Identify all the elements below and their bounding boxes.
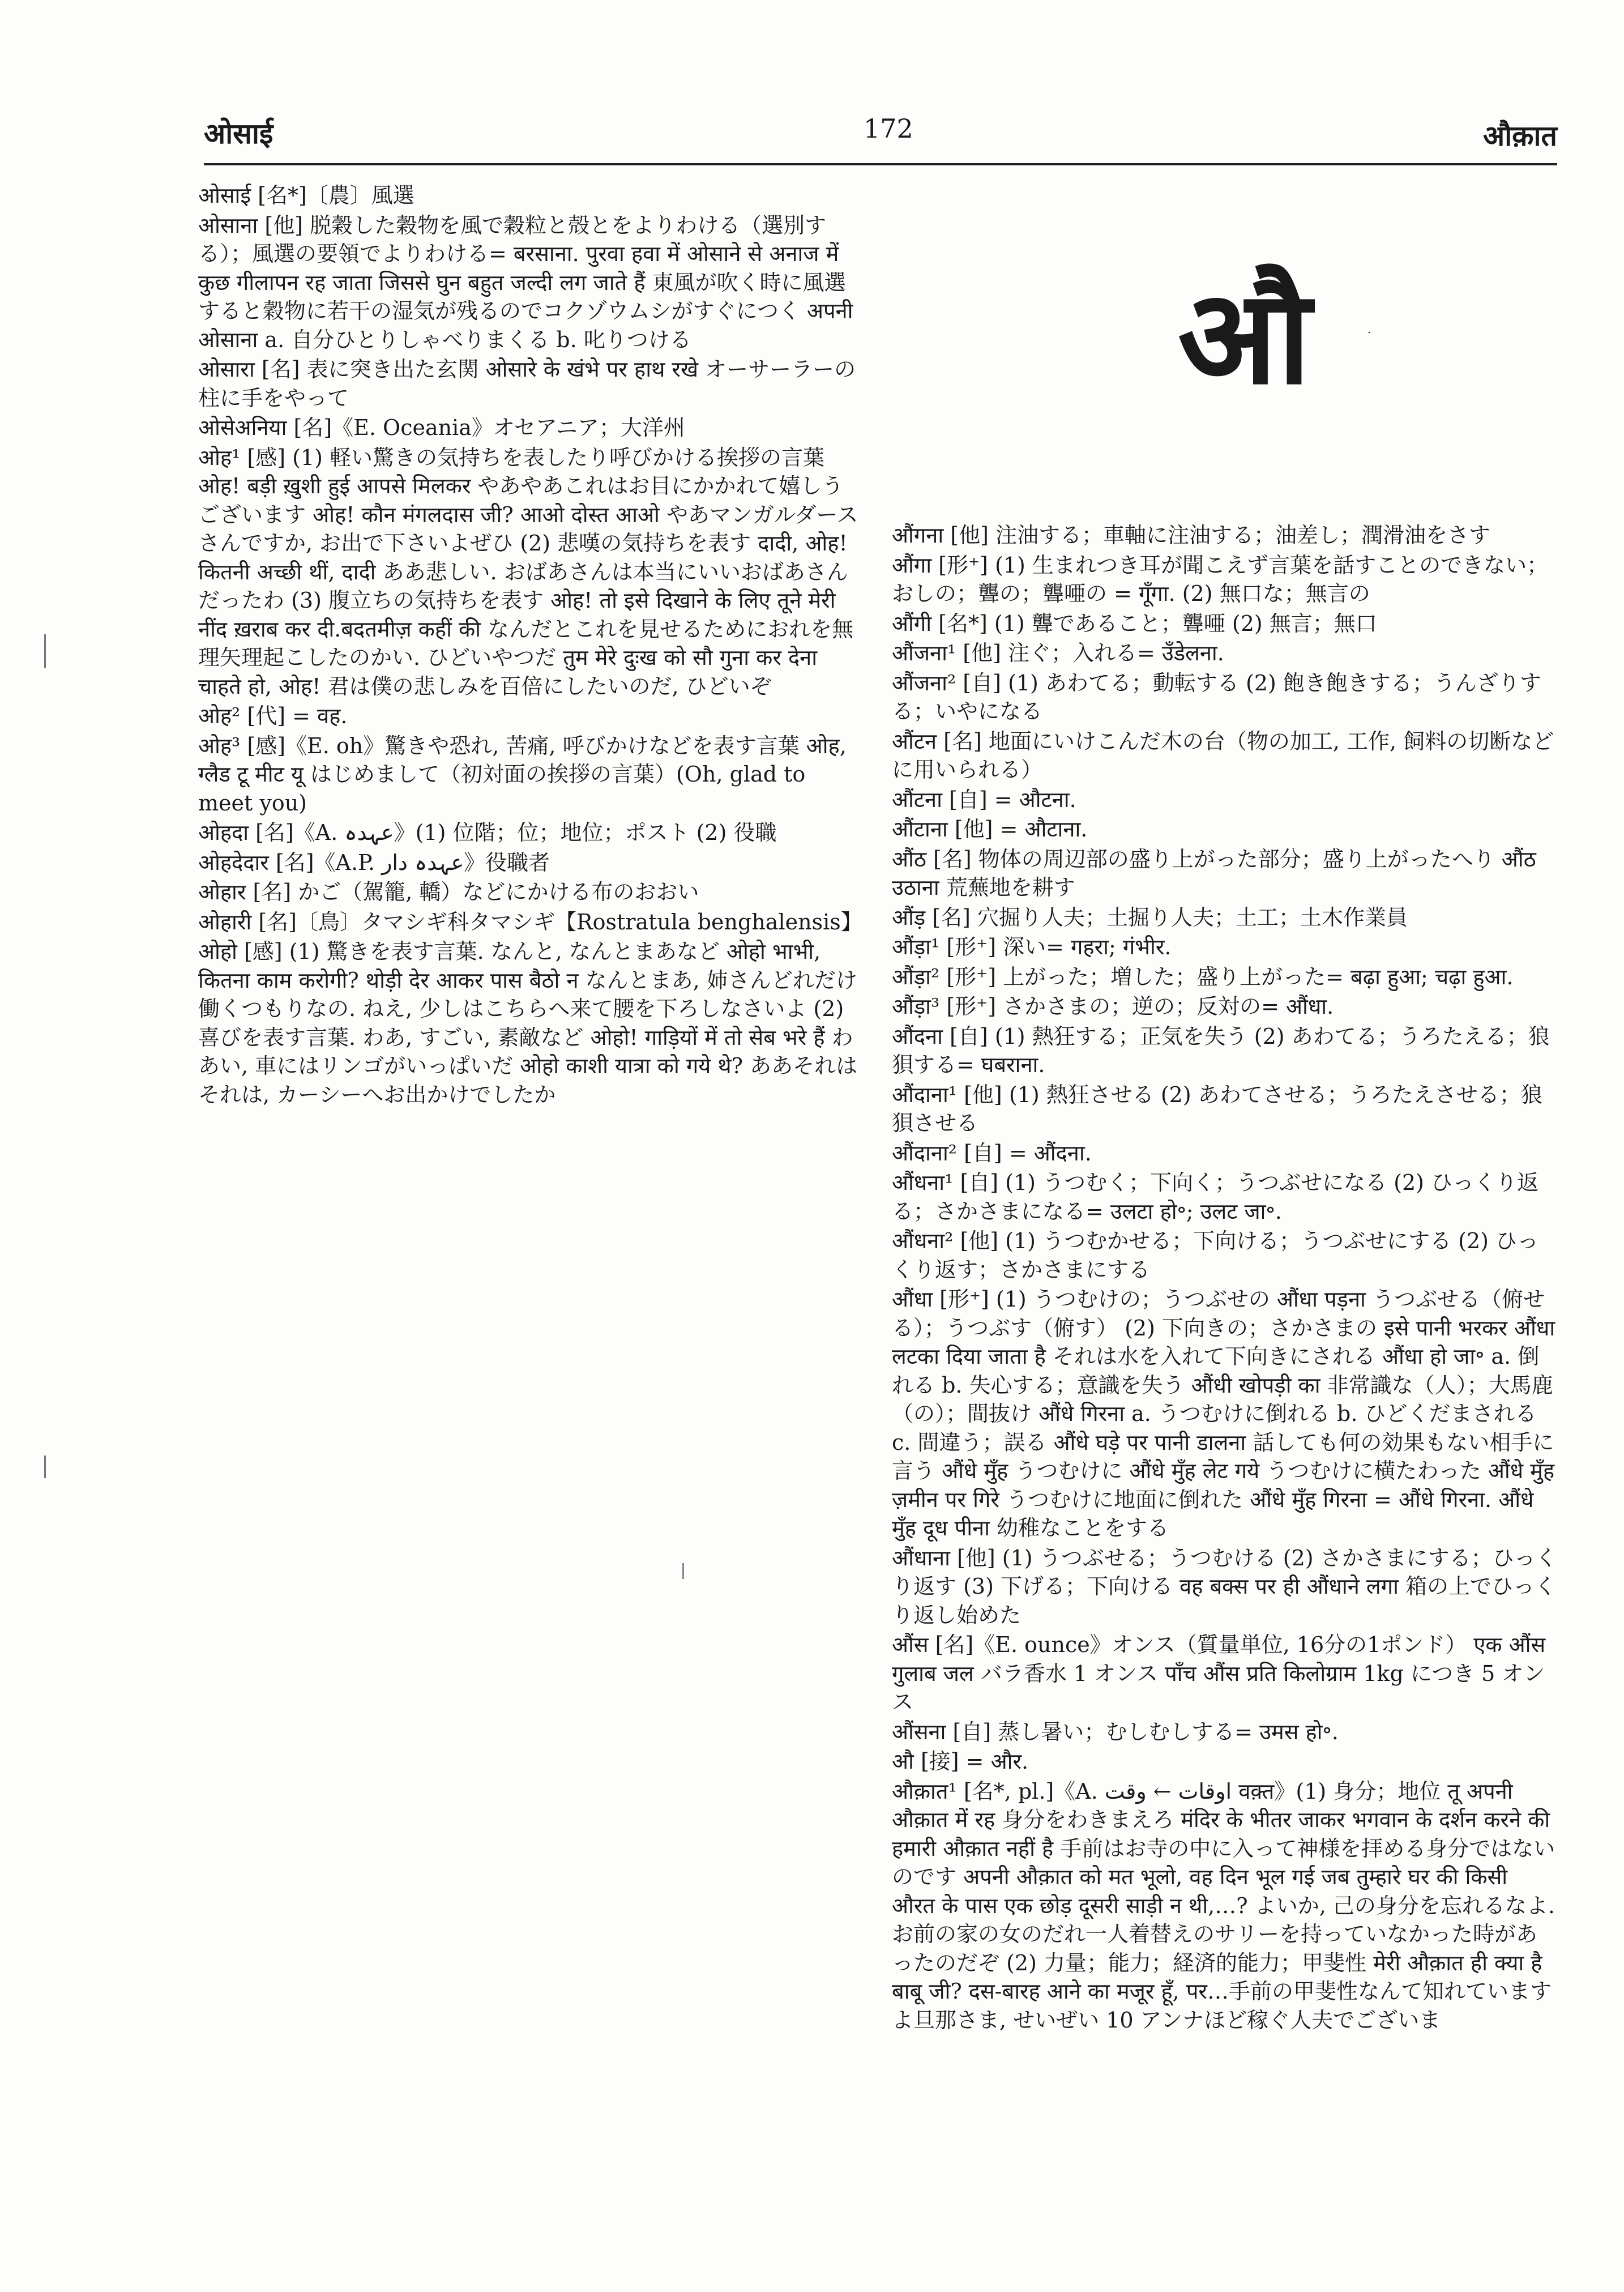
dictionary-entry: औंधाना [他] (1) うつぶせる；うつむける (2) さかさまにする；ひっくり返す (3) 下げる；下向ける वह बक्स पर ही औंधाने लगा 箱の上でひっくり返し始めた (892, 1545, 1557, 1628)
dictionary-entry: औंस [名]《E. ounce》オンス（質量単位, 16分の1ポンド） एक औंस गुलाब जल バラ香水 1 オンス पाँच औंस प्रति किलोग्राम 1kg につき 5 オンス (892, 1632, 1546, 1714)
dictionary-entry: औंधना¹ [自] (1) うつむく；下向く；うつぶせになる (2) ひっくり返る；さかさまになる= उलटा हो॰; उलट जा॰. (892, 1170, 1539, 1224)
dictionary-entry: औंगा [形⁺] (1) 生まれつき耳が聞こえず言葉を話すことのできない；おしの；聾の；聾唖の = गूँगा. (2) 無口な；無言の (892, 552, 1549, 606)
dictionary-entry: ओसेअनिया [名]《E. Oceania》オセアニア；大洋州 (198, 415, 685, 440)
dictionary-entry: औक़ात¹ [名*, pl.]《A. اوقات ← وقت वक़्त》(1) 身分；地位 तू अपनी औक़ात में रह 身分をわきまえろ मंदिर के भीतर जाकर भगवान के दर्शन करने की हमारी औक़ात नहीं है 手前はお寺の中に入って神様を拝める身分ではないのです अपनी औक़ात को मत भूलो, वह दिन भूल गई जब तुम्हारे घर की किसी औरत के पास एक छोड़ दूसरी साड़ी न थी,…? よいか, 己の身分を忘れるなよ. お前の家の女のだれ一人着替えのサリーを持っていなかった時があったのだぞ (2) 力量；能力；経済的能力；甲斐性 मेरी औक़ात ही क्या है बाबू जी? दस-बारह आने का मजूर हूँ, पर…手前の甲斐性なんて知れていますよ旦那さま, せいぜい 10 アンナほど稼ぐ人夫でございま (892, 1778, 1555, 2033)
dictionary-entry: औंदाना¹ [他] (1) 熱狂させる (2) あわてさせる；うろたえさせる；狼狽させる (892, 1082, 1542, 1136)
dictionary-entry: औंधा [形⁺] (1) うつむけの；うつぶせの औंधा पड़ना うつぶせる（俯せる）；うつぶす（俯す） (2) 下向きの；さかさまの इसे पानी भरकर औंधा लटका दिया जाता है それは水を入れて下向きにされる औंधा हो जा॰ a. 倒れる b. 失心する；意識を失う औंधी खोपड़ी का 非常識な（人）；大馬鹿（の）；間抜け औंधे गिरना a. うつむけに倒れる b. ひどくだまされる c. 間違う；誤る औंधे घड़े पर पानी डालना 話しても何の効果もない相手に言う औंधे मुँह うつむけに औंधे मुँह लेट गये うつむけに横たわった औंधे मुँह ज़मीन पर गिरे うつむけに地面に倒れた औंधे मुँह गिरना = औंधे गिरना. औंधे मुँह दूध पीना 幼稚なことをする (892, 1287, 1555, 1540)
page-header (204, 108, 1557, 159)
dictionary-entry: औंजना¹ [他] 注ぐ；入れる= उँडेलना. (892, 641, 1224, 665)
left-column (198, 181, 861, 1110)
speck: · (1367, 326, 1371, 339)
dictionary-entry: औंड़ा¹ [形⁺] 深い= गहरा; गंभीर. (892, 934, 1172, 959)
dictionary-entry: ओसाना [他] 脱穀した穀物を風で穀粒と殻とをよりわける（選別する）；風選の要領でよりわける= बरसाना. पुरवा हवा में ओसाने से अनाज में कुछ गीलापन रह जाता जिससे घुन बहुत जल्दी लग जाते हैं 東風が吹く時に風選すると穀物に若干の湿気が残るのでコクゾウムシがすぐにつく अपनी ओसाना a. 自分ひとりしゃべりまくる b. 叱りつける (198, 212, 853, 352)
dictionary-entry: औंदाना² [自] = औंदना. (892, 1140, 1092, 1166)
dictionary-entry: ओहदा [名]《A. عہدہ》(1) 位階；位；地位；ポスト (2) 役職 (198, 820, 777, 845)
page-number: 172 (864, 113, 913, 144)
dictionary-entry: औंड़ा³ [形⁺] さかさまの；逆の；反対の= औंधा. (892, 994, 1334, 1019)
dictionary-entry: औंटना [自] = औटना. (892, 787, 1076, 812)
margin-mark (44, 1456, 46, 1478)
dictionary-entry: ओहो [感] (1) 驚きを表す言葉. なんと, なんとまあなど ओहो भाभी, कितना काम करोगी? थोड़ी देर आकर पास बैठो न なんとまあ, 姉さんどれだけ働くつもりなの. ねえ, 少しはこちらへ来て腰を下ろしなさいよ (2) 喜びを表す言葉. わあ, すごい, 素敵など ओहो! गाड़ियों में तो सेब भरे हैं わあい, 車にはリンゴがいっぱいだ ओहो काशी यात्रा को गये थे? ああそれはそれは, カーシーへお出かけでしたか (198, 939, 858, 1107)
pencil-mark (682, 1563, 684, 1579)
dictionary-entry: औंड़ा² [形⁺] 上がった；増した；盛り上がった= बढ़ा हुआ; चढ़ा हुआ. (892, 964, 1514, 989)
dictionary-entry: औंगना [他] 注油する；車軸に注油する；油差し；潤滑油をさす (892, 523, 1490, 548)
dictionary-entry: औंगी [名*] (1) 聾であること；聾唖 (2) 無言；無口 (892, 611, 1377, 636)
dictionary-entry: ओह¹ [感] (1) 軽い驚きの気持ちを表したり呼びかける挨拶の言葉 ओह! बड़ी ख़ुशी हुई आपसे मिलकर やあやあこれはお目にかかれて嬉しうございます ओह! कौन मंगलदास जी? आओ दोस्त आओ やあマンガルダースさんですか, お出で下さいよぜひ (2) 悲嘆の気持ちを表す दादी, ओह! कितनी अच्छी थीं, दादी ああ悲しい. おばあさんは本当にいいおばあさんだったわ (3) 腹立ちの気持ちを表す ओह! तो इसे दिखाने के लिए तूने मेरी नींद ख़राब कर दी.बदतमीज़ कहीं की なんだとこれを見せるためにおれを無理矢理起こしたのかい. ひどいやつだ तुम मेरे दुःख को सौ गुना कर देना चाहते हो, ओह! 君は僕の悲しみを百倍にしたいのだ, ひどいぞ (198, 445, 858, 699)
right-column (892, 521, 1557, 2035)
dictionary-entry: औंटन [名] 地面にいけこんだ木の台（物の加工, 工作, 飼料の切断などに用いられる） (892, 728, 1554, 782)
dictionary-entry: औंठ [名] 物体の周辺部の盛り上がった部分；盛り上がったへり औंठ उठाना 荒蕪地を耕す (892, 846, 1536, 900)
dictionary-entry: ओह³ [感]《E. oh》驚きや恐れ, 苦痛, 呼びかけなどを表す言葉 ओह, ग्लैड टू मीट यू はじめまして（初対面の挨拶の言葉）(Oh, glad to meet you) (198, 733, 847, 816)
dictionary-entry: ओसाई [名*]〔農〕風選 (198, 183, 414, 208)
header-left-guide-word: ओसाई (204, 117, 273, 150)
dictionary-entry: औंटाना [他] = औटाना. (892, 817, 1088, 842)
dictionary-entry: औंसना [自] 蒸し暑い；むしむしする= उमस हो॰. (892, 1719, 1339, 1744)
dictionary-entry: ओह² [代] = वह. (198, 703, 348, 728)
dictionary-entry: औंदना [自] (1) 熱狂する；正気を失う (2) あわてる；うろたえる；狼狽する= घबराना. (892, 1023, 1550, 1077)
dictionary-entry: ओहारी [名]〔鳥〕タマシギ科タマシギ【Rostratula benghalensis】 (198, 909, 862, 934)
dictionary-entry: ओहदेदार [名]《A.P. عہدہ دار》役職者 (198, 850, 550, 875)
section-letter: औ (1178, 261, 1311, 413)
dictionary-entry: ओहार [名] かご（駕籠, 轎）などにかける布のおおい (198, 880, 699, 904)
dictionary-entry: औंधना² [他] (1) うつむかせる；下向ける；うつぶせにする (2) ひっくり返す；さかさまにする (892, 1228, 1539, 1282)
header-rule (204, 163, 1557, 165)
dictionary-entry: औंड़ [名] 穴掘り人夫；土掘り人夫；土工；土木作業員 (892, 904, 1408, 930)
dictionary-entry: औंजना² [自] (1) あわてる；動転する (2) 飽き飽きする；うんざりする；いやになる (892, 670, 1541, 724)
dictionary-entry: ओसारा [名] 表に突き出た玄関 ओसारे के खंभे पर हाथ रखे オーサーラーの柱に手をやって (198, 357, 856, 411)
dictionary-entry: औ [接] = और. (892, 1749, 1029, 1774)
header-right-guide-word: औक़ात (1483, 119, 1557, 152)
margin-mark (44, 634, 46, 668)
